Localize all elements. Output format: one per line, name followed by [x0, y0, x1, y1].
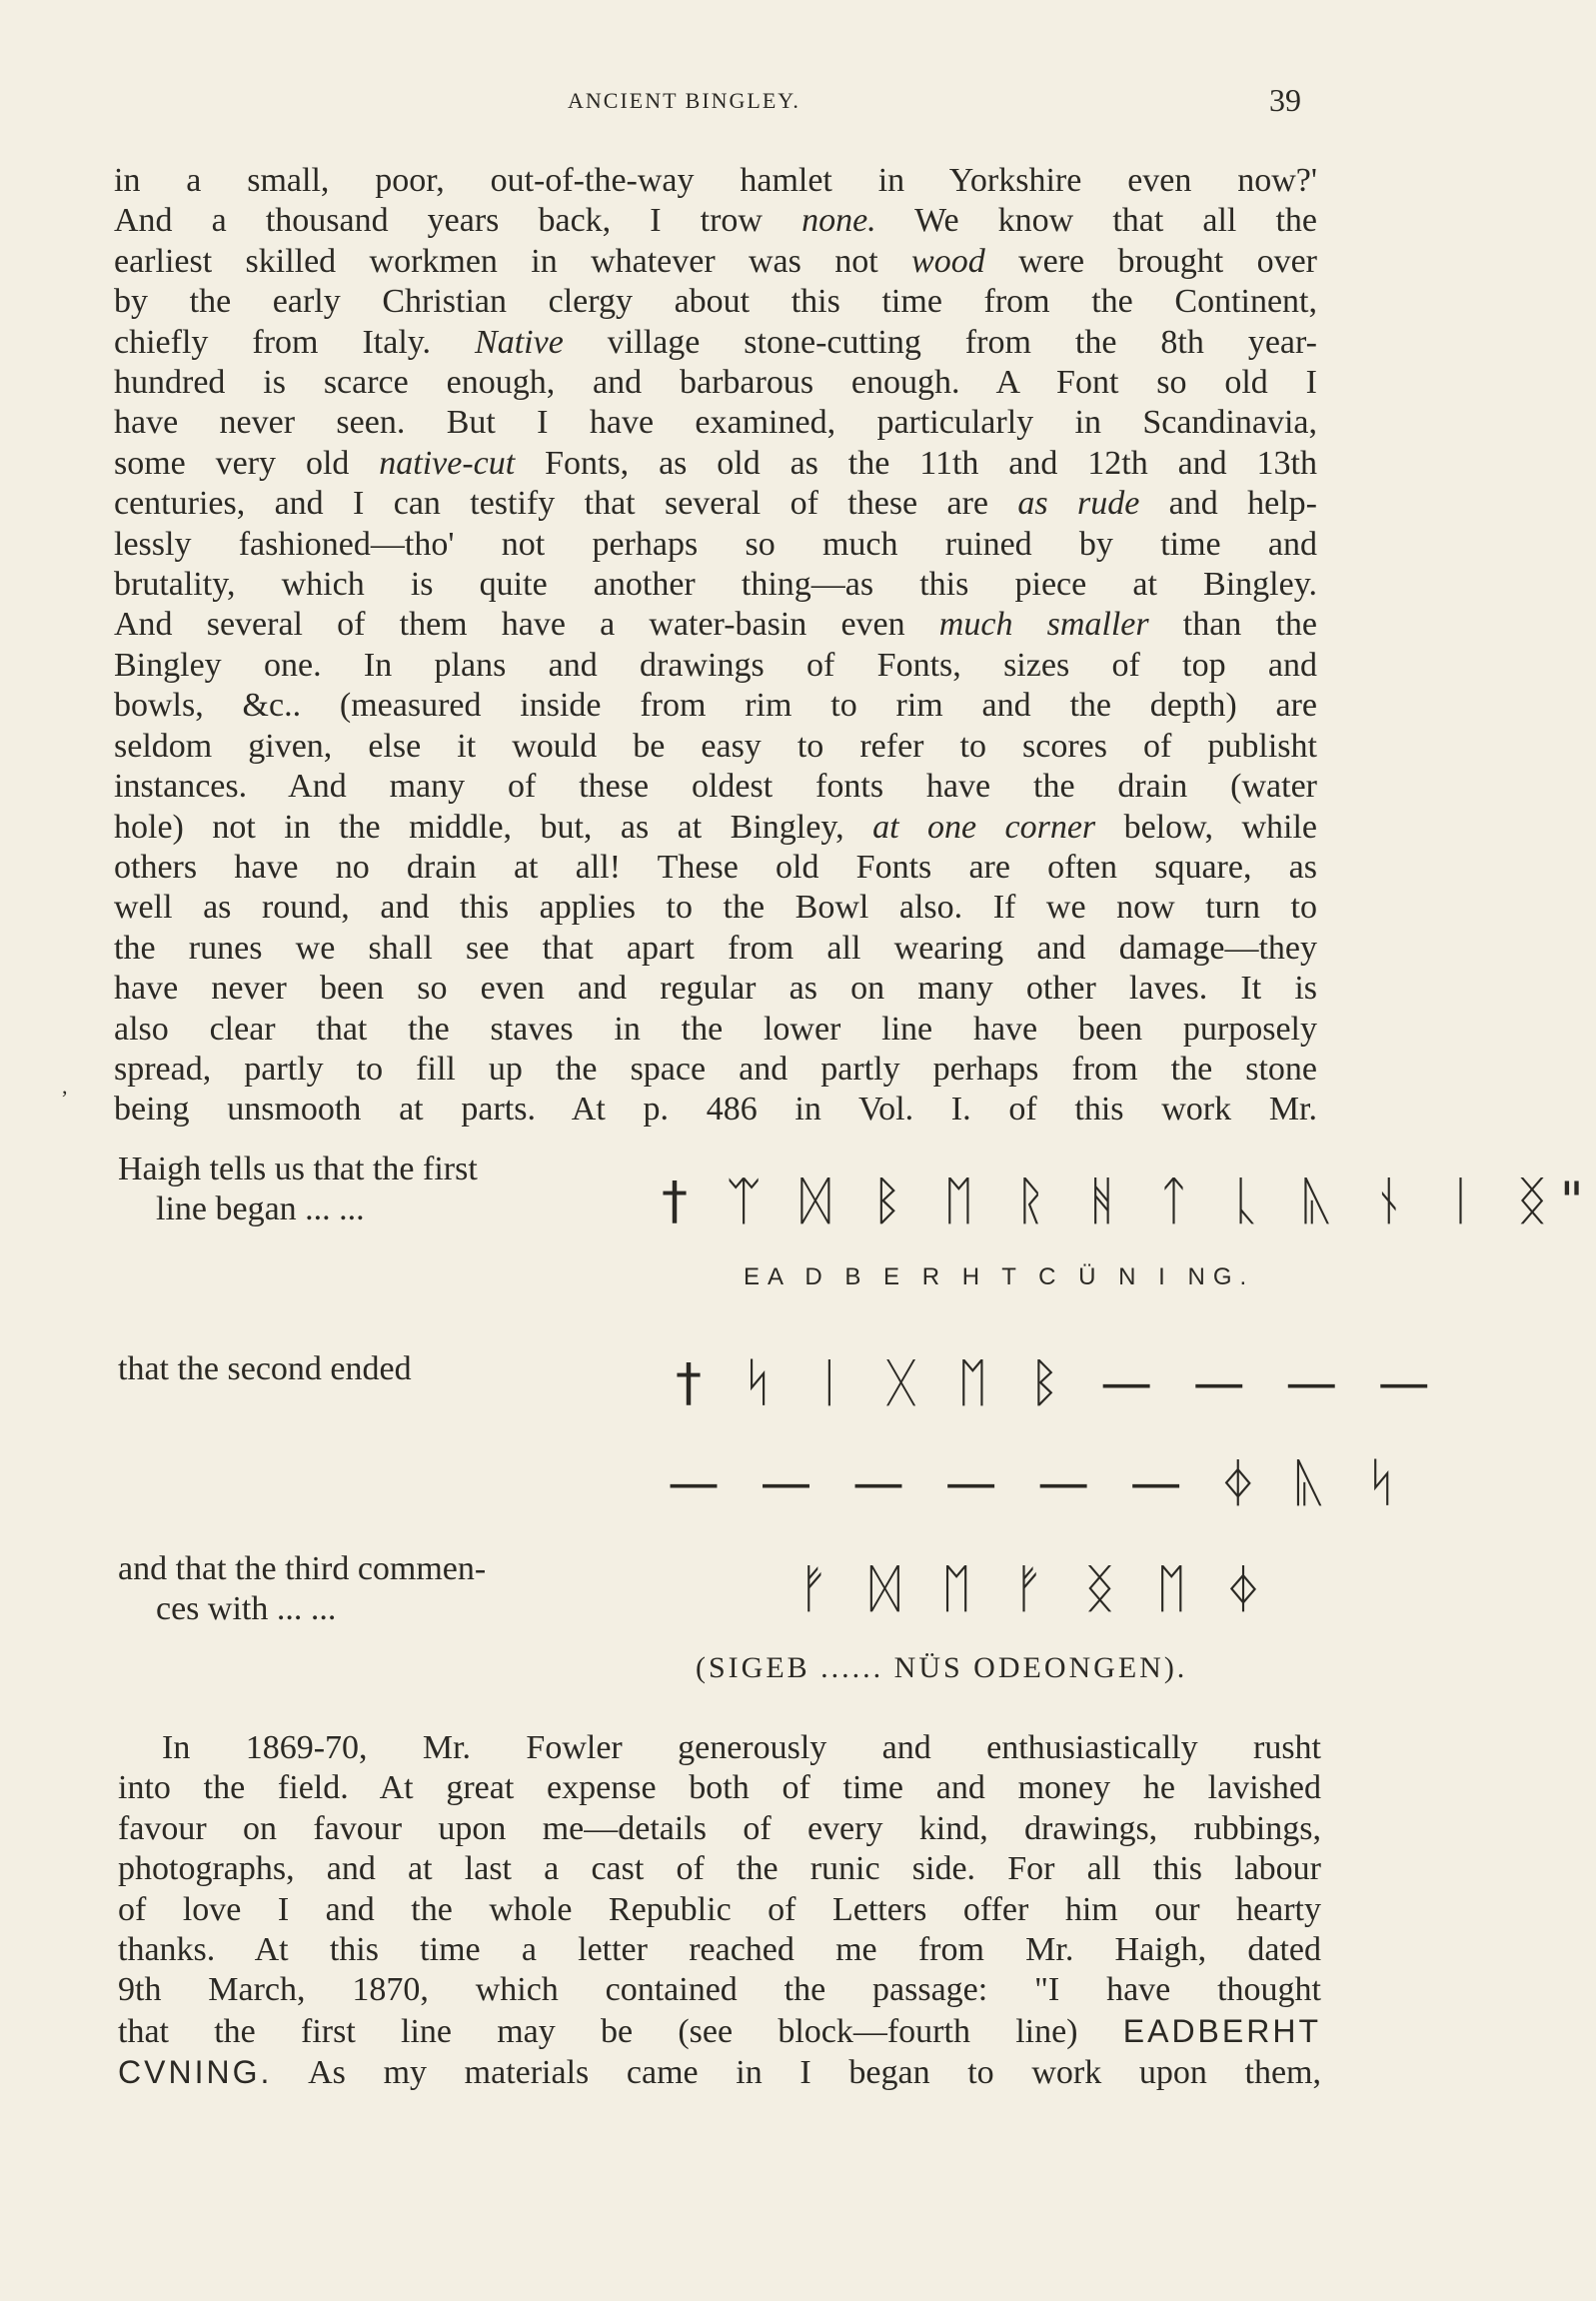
- para2-line: [118, 1970, 1321, 2010]
- text-run: seldom given, else it would be easy to refer to scores of publisht: [114, 727, 1317, 765]
- text-run: others have no drain at all! These old Fonts are often square, as: [114, 848, 1317, 886]
- text-run: spread, partly to fill up the space and partly perhaps from the stone: [114, 1050, 1317, 1088]
- page-number: 39: [1269, 82, 1301, 118]
- italic-run: native-cut: [379, 444, 516, 482]
- text-run: were brought over: [984, 242, 1317, 280]
- text-run: have never seen. But I have examined, particularly in Scandinavia,: [114, 404, 1317, 442]
- text-run: and help-: [1139, 485, 1317, 523]
- figure-label-third-line1: and that the third commen-: [118, 1550, 487, 1587]
- para1-line: [114, 686, 1317, 726]
- text-run: some very old: [114, 444, 380, 482]
- para1-line: [114, 161, 1317, 201]
- text-run: in a small, poor, out-of-the-way hamlet in Yorkshire even now?': [114, 162, 1317, 199]
- text-run: being unsmooth at parts. At p. 486 in Vol. I. of this work Mr.: [114, 1091, 1317, 1129]
- italic-run: none.: [801, 202, 876, 240]
- para1-line: [114, 403, 1317, 443]
- text-run: chiefly from Italy.: [114, 323, 476, 361]
- transliteration-third-line: (SIGEB ...... NÜS ODEONGEN).: [696, 1651, 1188, 1684]
- italic-run: at one corner: [872, 808, 1096, 846]
- runes-third-line: ᚠ ᛞ ᛖ ᚠ ᛝ ᛖ ᛄ: [798, 1559, 1271, 1619]
- text-run: have never been so even and regular as on many other laves. It is: [114, 970, 1317, 1008]
- text-run: And several of them have a water-basin even: [114, 606, 939, 644]
- margin-mark: ,: [62, 1074, 68, 1099]
- text-run: than the: [1148, 606, 1318, 644]
- italic-run: wood: [911, 242, 985, 280]
- para1-line: [114, 767, 1317, 807]
- para2-line: [118, 1809, 1321, 1849]
- text-run: that the first line may be (see block—fourth line): [118, 2012, 1123, 2050]
- text-run: lessly fashioned—tho' not perhaps so much ruined by time and: [114, 525, 1317, 563]
- text-run: the runes we shall see that apart from all wearing and damage—they: [114, 929, 1317, 967]
- runes-first-line: † ᛠ ᛞ ᛒ ᛖ ᚱ ᚻ ᛏ ᚳ ᚣ ᚾ ᛁ ᛝ": [662, 1171, 1596, 1231]
- para2-line: [118, 2011, 1321, 2052]
- text-run: We know that all the: [875, 202, 1317, 240]
- text-run: hundred is scarce enough, and barbarous enough. A Font so old I: [114, 364, 1317, 402]
- para2-line: [118, 1849, 1321, 1889]
- para1-line: [114, 242, 1317, 282]
- running-head: [0, 82, 1421, 128]
- text-run: earliest skilled workmen in whatever was not: [114, 242, 912, 280]
- figure-label-third-line2: ces with ... ...: [156, 1590, 337, 1627]
- figure-label-first-line1: Haigh tells us that the first: [118, 1150, 478, 1187]
- text-run: bowls, &c.. (measured inside from rim to rim and the depth) are: [114, 687, 1317, 725]
- paragraph-1: [114, 161, 1317, 1131]
- text-run: hole) not in the middle, but, as at Bingley,: [114, 808, 873, 846]
- text-run: also clear that the staves in the lower line have been purposely: [114, 1010, 1317, 1048]
- running-title: ANCIENT BINGLEY.: [568, 88, 800, 113]
- italic-run: Native: [475, 323, 564, 361]
- figure-label-third: [118, 1549, 486, 1629]
- text-run: well as round, and this applies to the Bowl also. If we now turn to: [114, 889, 1317, 927]
- text-run: village stone-cutting from the 8th year-: [563, 323, 1317, 361]
- para2-line: [118, 1728, 1321, 1768]
- para1-line: [114, 282, 1317, 322]
- para1-line: [114, 525, 1317, 565]
- caps-run: CVNING.: [118, 2054, 273, 2091]
- text-run: centuries, and I can testify that several of these are: [114, 485, 1018, 523]
- para1-line: [114, 363, 1317, 403]
- text-run: of love I and the whole Republic of Letters offer him our hearty: [118, 1890, 1321, 1928]
- para1-line: [114, 929, 1317, 969]
- figure-label-second: that the second ended: [118, 1350, 412, 1387]
- italic-run: much smaller: [938, 606, 1149, 644]
- para1-line: [114, 605, 1317, 645]
- text-run: And a thousand years back, I trow: [114, 202, 802, 240]
- text-run: Fonts, as old as the 11th and 12th and 13th: [515, 444, 1317, 482]
- text-run: below, while: [1095, 808, 1318, 846]
- para1-line: [114, 1050, 1317, 1090]
- text-run: into the field. At great expense both of time and money he lavished: [118, 1769, 1321, 1807]
- text-run: brutality, which is quite another thing—as this piece at Bingley.: [114, 566, 1317, 604]
- para1-line: [114, 444, 1317, 484]
- runes-second-line-continued: — — — — — — ᛄ ᚣ ᛋ: [668, 1453, 1409, 1513]
- para1-line: [114, 1010, 1317, 1050]
- para1-line: [114, 727, 1317, 767]
- runes-second-line: † ᛋ ᛁ ᚷ ᛖ ᛒ — — — —: [676, 1353, 1442, 1413]
- text-run: Bingley one. In plans and drawings of Fonts, sizes of top and: [114, 646, 1317, 684]
- para1-line: [114, 323, 1317, 363]
- para1-line: [114, 565, 1317, 605]
- para1-line: [114, 484, 1317, 524]
- caps-run: EADBERHT: [1122, 2012, 1321, 2049]
- para2-line: [118, 1930, 1321, 1970]
- text-run: instances. And many of these oldest fonts have the drain (water: [114, 768, 1317, 806]
- text-run: 9th March, 1870, which contained the passage: "I have thought: [118, 1971, 1321, 2009]
- text-run: by the early Christian clergy about this time from the Continent,: [114, 283, 1317, 321]
- para1-line: [114, 969, 1317, 1009]
- italic-run: as rude: [1017, 485, 1140, 523]
- text-run: photographs, and at last a cast of the runic side. For all this labour: [118, 1850, 1321, 1888]
- para1-line: [114, 201, 1317, 241]
- para1-line: [114, 808, 1317, 848]
- para2-line: [118, 1768, 1321, 1808]
- paragraph-2: [118, 1728, 1321, 2094]
- transliteration-first-line: EA D B E R H T C Ü N I NG.: [744, 1263, 1255, 1290]
- text-run: In 1869-70, Mr. Fowler generously and enthusiastically rusht: [162, 1729, 1321, 1766]
- para1-line: [114, 646, 1317, 686]
- text-run: favour on favour upon me—details of every kind, drawings, rubbings,: [118, 1809, 1321, 1847]
- text-run: thanks. At this time a letter reached me from Mr. Haigh, dated: [118, 1931, 1321, 1969]
- para1-line: [114, 1090, 1317, 1130]
- figure-label-first: [118, 1150, 478, 1229]
- para1-line: [114, 848, 1317, 888]
- para1-line: [114, 888, 1317, 928]
- figure-label-first-line2: line began ... ...: [156, 1190, 365, 1227]
- para2-line: [118, 1890, 1321, 1930]
- text-run: As my materials came in I began to work upon them,: [272, 2054, 1321, 2092]
- para2-line: [118, 2052, 1321, 2093]
